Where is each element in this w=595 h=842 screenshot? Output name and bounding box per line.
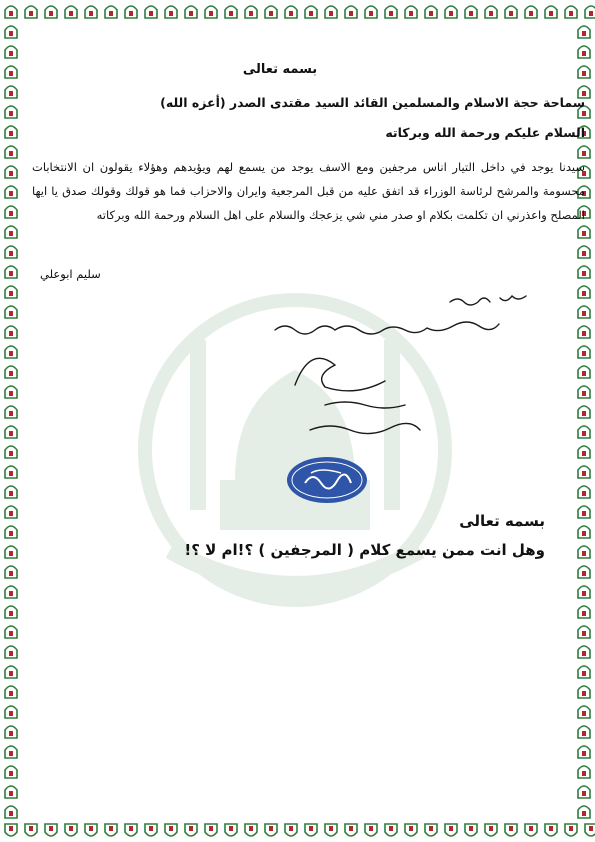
decorative-border-left: [0, 0, 22, 842]
decorative-border-bottom: [0, 820, 595, 842]
letter-sender: سليم ابوعلي: [40, 267, 101, 281]
reply-text: وهل انت ممن يسمع كلام ( المرجفين ) ؟!ام لا ؟!: [184, 541, 545, 559]
blue-seal-stamp: [285, 455, 370, 505]
handwritten-reply-signature: [215, 280, 575, 500]
reply-title: بسمه تعالى: [459, 512, 545, 530]
letter-greeting: السلام عليكم ورحمة الله وبركاته: [385, 125, 585, 140]
letter-body: سيدنا يوجد في داخل التيار اناس مرجفين ومع الاسف يوجد من يسمع لهم ويؤيدهم وهؤلاء يقولون ان الانتخابات محسومة والمرشح لرئاسة الوزراء قد اتفق عليه من قبل المرجعية وايران والاحزاب فما هو قولك وقولك صدق يا ايها المصلح واعذرني ان تكلمت بكلام او صدر مني شي يزعجك والسلام على اهل السلام ورحمة الله وبركاته: [32, 160, 585, 222]
letter-addressee: سماحة حجة الاسلام والمسلمين القائد السيد مقتدى الصدر (أعزه الله): [160, 95, 585, 110]
letter-title: بسمه تعالى: [242, 62, 318, 77]
decorative-border-top: [0, 0, 595, 22]
